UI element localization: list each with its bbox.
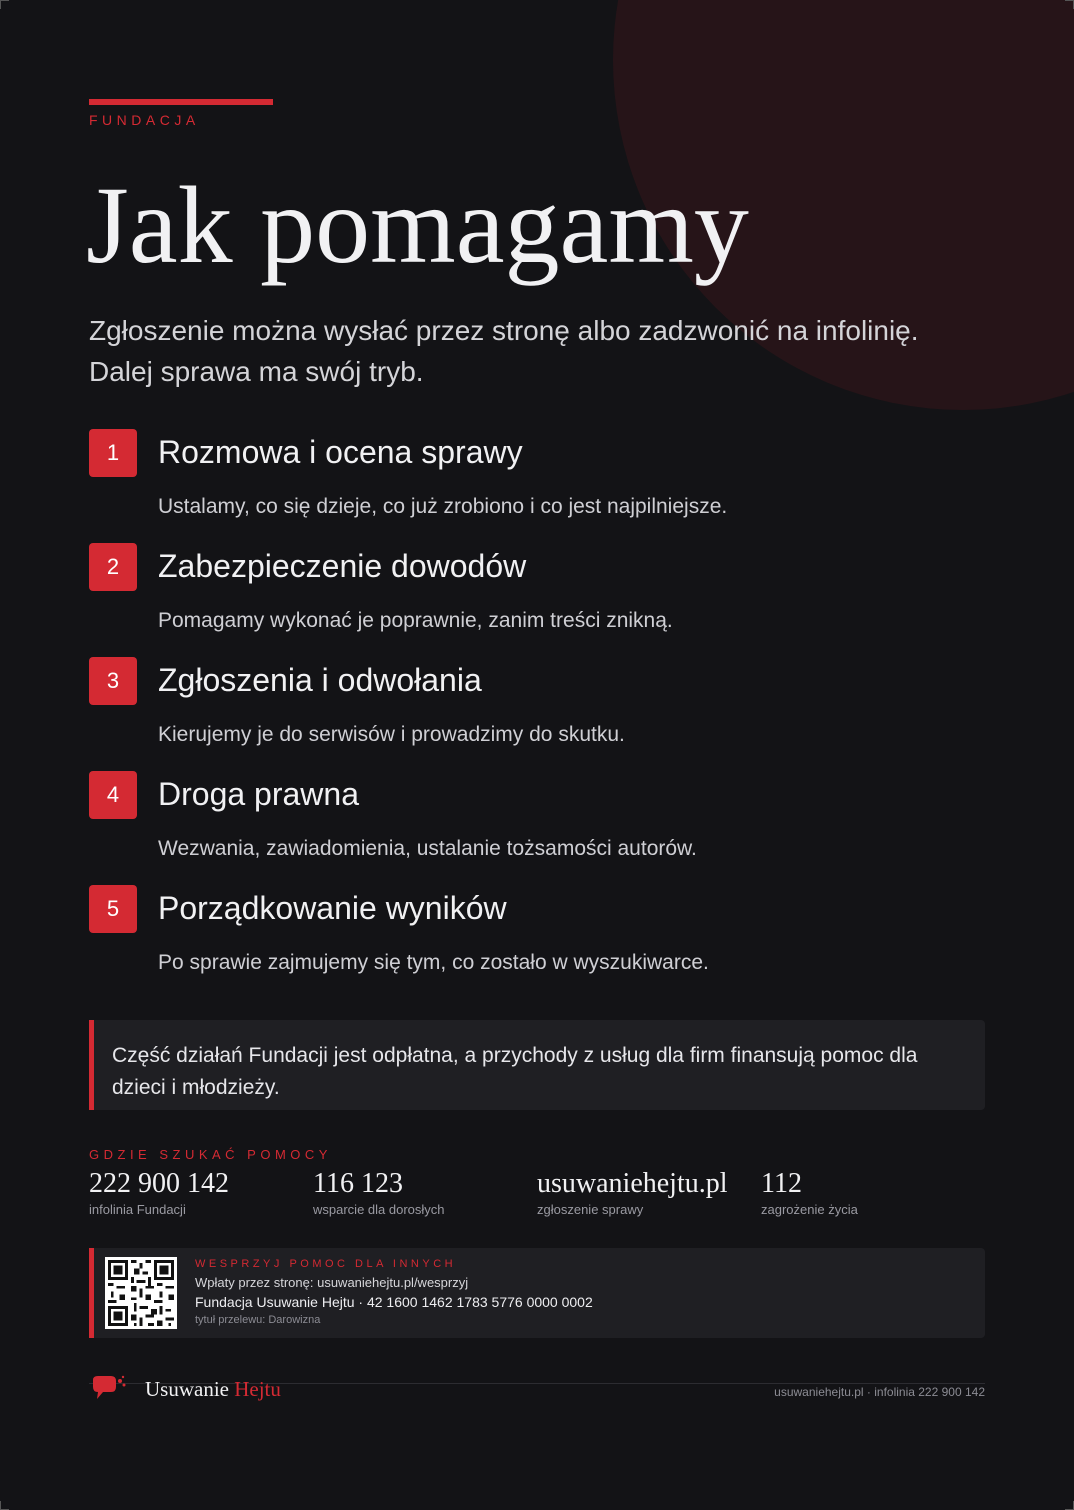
contact-hotline [89,1166,229,1218]
contact-adult-support [313,1166,445,1218]
contact-emergency [761,1166,858,1218]
step-number-badge: 3 [89,657,137,705]
step-number-badge: 5 [89,885,137,933]
crop-mark [0,0,9,9]
step-item [89,543,989,657]
brand-name-first: Usuwanie [145,1376,229,1401]
donation-label: WESPRZYJ POMOC DLA INNYCH [195,1258,457,1270]
contact-caption: zagrożenie życia [761,1202,858,1217]
eyebrow-label: FUNDACJA [89,112,200,128]
step-description: Pomagamy wykonać je poprawnie, zanim treści znikną. [158,609,673,632]
contact-caption: infolinia Fundacji [89,1202,186,1217]
step-item [89,885,989,999]
step-title: Zgłoszenia i odwołania [158,662,482,698]
accent-bar [89,99,273,105]
step-item [89,657,989,771]
donation-panel [89,1248,985,1338]
donation-web-info: Wpłaty przez stronę: usuwaniehejtu.pl/wesprzyj [195,1275,469,1290]
crop-mark [0,1501,9,1510]
contact-value[interactable]: 112 [761,1168,802,1199]
help-section-label: GDZIE SZUKAĆ POMOCY [89,1147,332,1162]
brand-name-accent: Hejtu [234,1376,281,1401]
step-item [89,429,989,543]
step-number-badge: 1 [89,429,137,477]
step-number-badge: 4 [89,771,137,819]
lead-paragraph: Zgłoszenie można wysłać przez stronę albo zadzwonić na infolinię. Dalej sprawa ma swój tryb. [89,315,919,387]
step-title: Rozmowa i ocena sprawy [158,434,523,470]
step-description: Wezwania, zawiadomienia, ustalanie tożsamości autorów. [158,837,697,860]
steps-list [89,429,989,999]
step-item [89,771,989,885]
contact-value[interactable]: 222 900 142 [89,1168,229,1199]
contact-value[interactable]: usuwaniehejtu.pl [537,1168,728,1199]
crop-mark [1065,0,1074,9]
contact-caption: zgłoszenie sprawy [537,1202,644,1217]
info-callout-text: Część działań Fundacji jest odpłatna, a przychody z usług dla firm finansują pomoc dla dzieci i młodzieży. [112,1044,918,1099]
qr-code-icon[interactable] [105,1257,177,1329]
contact-caption: wsparcie dla dorosłych [313,1202,445,1217]
donation-transfer-title: tytuł przelewu: Darowizna [195,1314,321,1326]
step-title: Droga prawna [158,776,359,812]
step-description: Ustalamy, co się dzieje, co już zrobiono i co jest najpilniejsze. [158,495,728,518]
footer-contact: usuwaniehejtu.pl · infolinia 222 900 142 [774,1385,985,1399]
contact-website [537,1166,728,1218]
page-title: Jak pomagamy [86,164,749,286]
brand-logo [89,1372,281,1406]
donation-bank-account: Fundacja Usuwanie Hejtu · 42 1600 1462 1783 5776 0000 0002 [195,1294,593,1310]
step-description: Po sprawie zajmujemy się tym, co zostało w wyszukiwarce. [158,951,709,974]
step-number-badge: 2 [89,543,137,591]
brand-name [145,1377,281,1402]
step-title: Porządkowanie wyników [158,890,507,926]
step-description: Kierujemy je do serwisów i prowadzimy do skutku. [158,723,625,746]
crop-mark [1065,1501,1074,1510]
speech-bubble-icon [89,1372,129,1406]
step-title: Zabezpieczenie dowodów [158,548,527,584]
info-callout [89,1020,985,1110]
contact-value[interactable]: 116 123 [313,1168,403,1199]
